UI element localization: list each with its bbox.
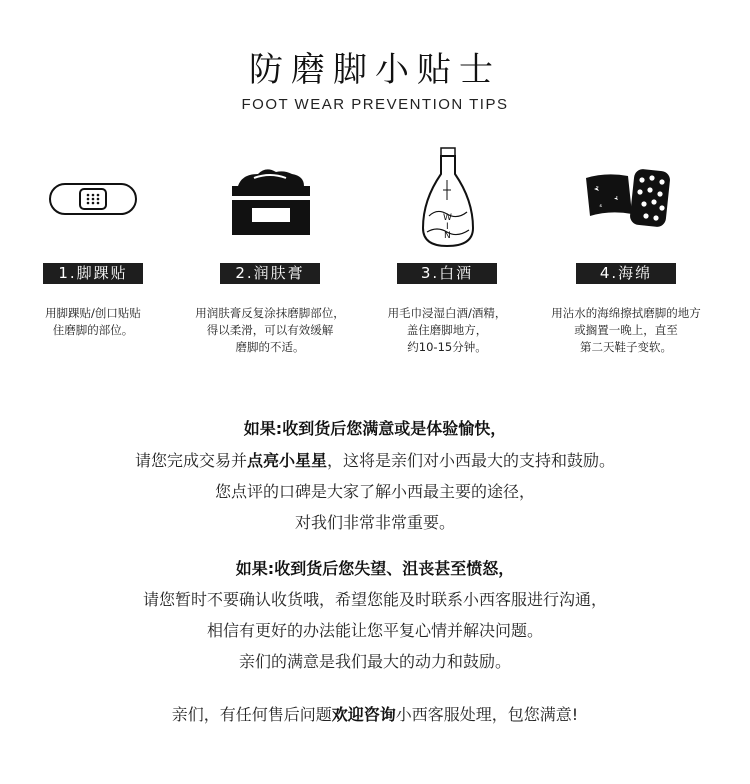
satisfied-line-2: 您点评的口碑是大家了解小西最主要的途径， xyxy=(214,482,535,501)
svg-text:I: I xyxy=(446,222,449,232)
unsatisfied-line-1: 请您暂时不要确认收货哦，希望您能及时联系小西客服进行沟通， xyxy=(142,590,607,609)
tip-label: 3.白酒 xyxy=(397,263,497,284)
satisfied-line-1: 请您完成交易并点亮小星星，这将是亲们对小西最大的支持和鼓励。 xyxy=(134,451,616,470)
sponge-icon xyxy=(536,140,716,255)
page-title: 防磨脚小贴士 xyxy=(249,50,501,90)
liquor-bottle-icon xyxy=(357,140,537,255)
satisfied-heading: 如果:收到货后您满意或是体验愉快， xyxy=(243,419,507,438)
contact-emphasis: 欢迎咨询 xyxy=(331,705,396,724)
tip-description: 用脚踝贴/创口贴贴 住磨脚的部位。 xyxy=(45,306,141,337)
tip-description: 用沾水的海绵擦拭磨脚的地方 或搁置一晚上，直至 第二天鞋子变软。 xyxy=(551,306,701,354)
svg-text:W: W xyxy=(443,213,452,223)
tip-label: 4.海绵 xyxy=(576,263,676,284)
unsatisfied-heading: 如果:收到货后您失望、沮丧甚至愤怒， xyxy=(235,559,515,578)
cream-jar-icon xyxy=(180,140,360,255)
bandage-icon xyxy=(3,140,183,255)
tip-description: 用润肤膏反复涂抹磨脚部位， 得以柔滑，可以有效缓解 磨脚的不适。 xyxy=(195,306,345,354)
satisfied-line-3: 对我们非常非常重要。 xyxy=(294,513,455,532)
unsatisfied-line-3: 亲们的满意是我们最大的动力和鼓励。 xyxy=(238,652,511,671)
rate-stars-emphasis: 点亮小星星 xyxy=(246,451,327,470)
unsatisfied-line-2: 相信有更好的办法能让您平复心情并解决问题。 xyxy=(206,621,543,640)
service-line: 亲们，有任何售后问题欢迎咨询小西客服处理，包您满意! xyxy=(171,705,579,724)
svg-text:N: N xyxy=(444,231,451,241)
tip-description: 用毛巾浸湿白酒/酒精， 盖住磨脚地方， 约10-15分钟。 xyxy=(387,306,507,354)
tip-label: 2.润肤膏 xyxy=(220,263,320,284)
page-subtitle: FOOT WEAR PREVENTION TIPS xyxy=(241,96,509,113)
tip-label: 1.脚踝贴 xyxy=(43,263,143,284)
